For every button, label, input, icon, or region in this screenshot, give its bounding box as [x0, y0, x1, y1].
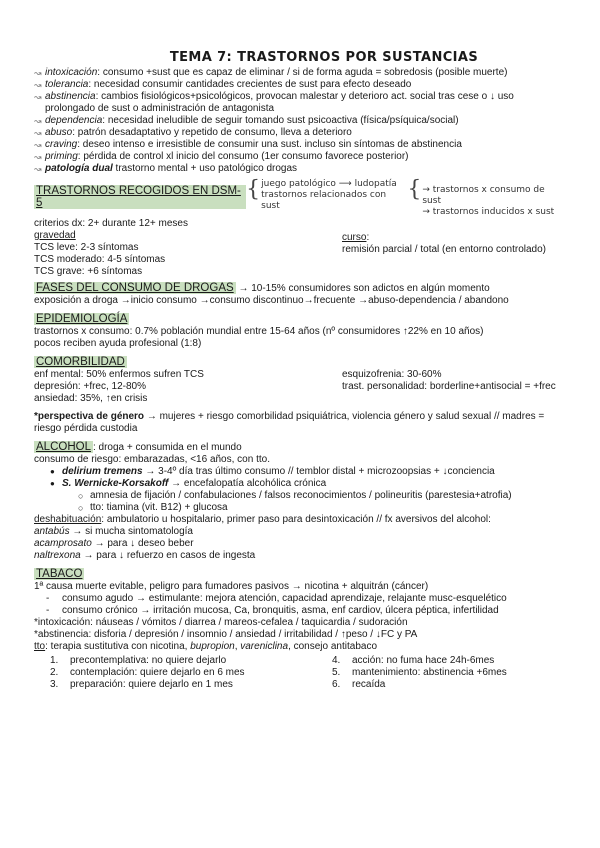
definition-item — [34, 127, 564, 139]
definition-term: craving — [45, 139, 78, 150]
tabaco-tto — [34, 641, 564, 653]
list-item: ○ amnesia de fijación / confabulaciones / falsos reconocimientos / polineuritis (parestesia+atrofia) — [78, 490, 564, 502]
definition-item — [34, 79, 564, 91]
tto-label: tto — [34, 641, 46, 652]
comorbilidad-heading: COMORBILIDAD — [36, 356, 125, 368]
page-title: TEMA 7: TRASTORNOS POR SUSTANCIAS — [169, 50, 479, 65]
stage-text: precontemplativa: no quiere dejarlo — [70, 655, 227, 666]
stage-text: acción: no fuma hace 24h-6mes — [352, 655, 495, 666]
stage-number: 2. — [50, 667, 59, 678]
definition-text: : necesidad consumir cantidades crecientes de sust para efecto deseado — [88, 79, 412, 90]
stage-text: preparación: quiere dejarlo en 1 mes — [70, 679, 233, 690]
stage-item — [332, 667, 507, 679]
gravedad-leve: TCS leve: 2-3 síntomas — [34, 242, 139, 253]
arrow-icon: ⟶ — [338, 179, 352, 189]
tabaco-line1: 1ª causa muerte evitable, peligro para fumadores pasivos → nicotina + alquitrán (cáncer) — [34, 581, 429, 592]
wernicke-text: → encefalopatía alcohólica crónica — [168, 478, 327, 489]
tabaco-abstinencia: *abstinencia: disforia / depresión / insomnio / ansiedad / irritabilidad / ↑peso / ↓FC y PA — [34, 629, 418, 640]
tto-sep: , — [234, 641, 241, 652]
delirium-text: → 3-4º día tras último consumo // temblor distal + microzoopsias + ↓conciencia — [142, 466, 495, 477]
tto-text: : terapia sustitutiva con nicotina, — [45, 641, 191, 652]
arrow-icon: ↝ — [34, 128, 42, 138]
genero-note — [34, 411, 564, 435]
deshabituacion-text: : ambulatorio u hospitalario, primer paso para desintoxicación // fx aversivos del alcohol: — [101, 514, 491, 525]
dsm-gravedad-col — [34, 230, 342, 278]
alcohol-heading-tail: : droga + consumida en el mundo — [92, 442, 242, 453]
genero-text: → mujeres + riesgo comorbilidad psiquiátrica, violencia género y salud sexual // madres = riesgo pérdida custodia — [34, 411, 545, 434]
arrow-icon: ↝ — [34, 164, 42, 174]
definition-item — [34, 139, 564, 151]
genero-label: *perspectiva de género — [34, 411, 145, 422]
comorbilidad-columns — [34, 369, 564, 405]
wernicke-term: S. Wernicke-Korsakoff — [62, 478, 169, 489]
stage-number: 5. — [332, 667, 341, 678]
stage-item — [50, 679, 332, 691]
epidemiologia-section — [34, 307, 564, 350]
definition-text: : deseo intenso e irresistible de consumir una sust. incluso sin síntomas de abstinencia — [77, 139, 462, 150]
definition-term: intoxicación — [45, 67, 98, 78]
dsm-heading: TRASTORNOS RECOGIDOS EN DSM-5 — [34, 185, 246, 209]
tabaco-section — [34, 562, 564, 691]
delirium-term: delirium tremens — [62, 466, 143, 477]
drug-item — [34, 550, 564, 562]
brace-icon: { — [246, 177, 261, 202]
tabaco-stages — [34, 655, 564, 691]
dsm-handwritten-subtypes: → trastornos x consumo de sust → trastornos inducidos x sust — [422, 185, 555, 217]
hw-inducidos: trastornos inducidos x sust — [432, 207, 555, 217]
tabaco-intoxicacion: *intoxicación: náuseas / vómitos / diarrea / mareos-cefalea / taquicardia / sudoración — [34, 617, 408, 628]
fases-heading-tail: → 10-15% consumidores son adictos en algún momento — [235, 283, 490, 294]
stage-number: 4. — [332, 655, 341, 666]
deshabituacion-label: deshabituación — [34, 514, 102, 525]
tabaco-heading: TABACO — [36, 568, 83, 580]
dsm-curso-col: curso: remisión parcial / total (en entorno controlado) — [342, 230, 564, 278]
definition-term: dependencia — [45, 115, 103, 126]
epidemiologia-heading: EPIDEMIOLOGÍA — [36, 313, 128, 325]
definition-item — [34, 163, 564, 175]
stage-text: recaída — [352, 679, 386, 690]
comorbilidad-item: esquizofrenia: 30-60% — [342, 369, 442, 380]
definition-term: abuso — [45, 127, 73, 138]
list-item: ○ tto: tiamina (vit. B12) + glucosa — [78, 502, 564, 514]
drug-item — [34, 526, 564, 538]
definition-text: : cambios fisiológicos+psicológicos, provocan malestar y deterioro act. social tras cese o ↓ uso prolongado de sust o administración de antagonista — [45, 91, 514, 114]
drug-text: → para ↓ refuerzo en casos de ingesta — [80, 550, 256, 561]
wernicke-sublist — [34, 490, 564, 514]
comorbilidad-right — [342, 369, 564, 405]
stage-number: 3. — [50, 679, 59, 690]
alcohol-riesgo: consumo de riesgo: embarazadas, <16 años, con tto. — [34, 454, 270, 465]
definition-text: : pérdida de control xl inicio del consumo (1er consumo favorece posterior) — [77, 151, 409, 162]
stage-text: contemplación: quiere dejarlo en 6 mes — [70, 667, 245, 678]
definition-item — [34, 91, 564, 115]
arrow-icon: ↝ — [34, 116, 42, 126]
comorbilidad-item: enf mental: 50% enfermos sufren TCS — [34, 369, 204, 380]
drug-text: → para ↓ deseo beber — [91, 538, 194, 549]
arrow-icon: ↝ — [34, 80, 42, 90]
definition-text: trastorno mental + uso patológico drogas — [112, 163, 298, 174]
dsm-columns — [34, 230, 564, 278]
arrow-icon: ↝ — [34, 152, 42, 162]
tabaco-consumo-list — [34, 593, 564, 617]
comorbilidad-item: ansiedad: 35%, ↑en crisis — [34, 393, 148, 404]
hw-ludopatia: ludopatía — [354, 179, 397, 189]
tto-drug: vareniclina — [240, 641, 289, 652]
drug-name: acamprosato — [34, 538, 92, 549]
stages-right — [332, 655, 507, 691]
gravedad-grave: TCS grave: +6 síntomas — [34, 266, 143, 277]
definition-term: priming — [45, 151, 78, 162]
definitions-list — [34, 67, 564, 175]
alcohol-heading: ALCOHOL — [36, 441, 91, 453]
hw-relacionados: trastornos relacionados con sust — [261, 190, 387, 211]
definition-item — [34, 151, 564, 163]
comorbilidad-section — [34, 350, 564, 435]
alcohol-syndromes — [34, 466, 564, 490]
stage-item — [332, 655, 507, 667]
epidemiologia-line2: pocos reciben ayuda profesional (1:8) — [34, 338, 202, 349]
drug-name: antabús — [34, 526, 70, 537]
comorbilidad-item: depresión: +frec, 12-80% — [34, 381, 147, 392]
definition-item — [34, 115, 564, 127]
fases-heading: FASES DEL CONSUMO DE DROGAS — [36, 282, 234, 294]
arrow-icon: ↝ — [34, 68, 42, 78]
epidemiologia-line1: trastornos x consumo: 0.7% población mundial entre 15-64 años (nº consumidores ↑22% en 10 años) — [34, 326, 484, 337]
comorbilidad-item: trast. personalidad: borderline+antisocial = +frec — [342, 381, 556, 392]
definition-term: tolerancia — [45, 79, 89, 90]
hw-juego: juego patológico — [261, 179, 336, 189]
definition-text: : patrón desadaptativo y repetido de consumo, lleva a deterioro — [72, 127, 352, 138]
curso-text: remisión parcial / total (en entorno controlado) — [342, 244, 546, 255]
list-item — [50, 466, 564, 478]
alcohol-section — [34, 435, 564, 562]
curso-label: curso — [342, 232, 367, 243]
dsm-section-header — [34, 179, 564, 218]
hw-consumo: trastornos x consumo de sust — [422, 185, 545, 206]
fases-line: exposición a droga →inicio consumo →consumo discontinuo→frecuente →abuso-dependencia / abandono — [34, 295, 509, 306]
drug-item — [34, 538, 564, 550]
drug-text: → si mucha sintomatología — [69, 526, 193, 537]
stage-item — [50, 655, 332, 667]
dsm-criterios: criterios dx: 2+ durante 12+ meses — [34, 218, 188, 229]
arrow-icon: ↝ — [34, 140, 42, 150]
brace-icon: { — [407, 177, 422, 202]
dsm-handwritten-notes — [261, 179, 405, 212]
stage-number: 6. — [332, 679, 341, 690]
gravedad-label: gravedad — [34, 230, 76, 241]
definition-item — [34, 67, 564, 79]
gravedad-moderado: TCS moderado: 4-5 síntomas — [34, 254, 166, 265]
drug-name: naltrexona — [34, 550, 81, 561]
list-item: - consumo agudo → estimulante: mejora atención, capacidad aprendizaje, relajante musc-esquelético — [46, 593, 564, 605]
stage-text: mantenimiento: abstinencia +6mes — [352, 667, 507, 678]
stage-item — [332, 679, 507, 691]
stage-item — [50, 667, 332, 679]
fases-section — [34, 282, 564, 307]
tto-text: , consejo antitabaco — [288, 641, 378, 652]
arrow-icon: ↝ — [34, 92, 42, 102]
definition-term: abstinencia — [45, 91, 96, 102]
list-item — [50, 478, 564, 490]
list-item: - consumo crónico → irritación mucosa, Ca, bronquitis, asma, enf cardiov, úlcera péptica, infertilidad — [46, 605, 564, 617]
stages-left — [50, 655, 332, 691]
comorbilidad-left — [34, 369, 342, 405]
stage-number: 1. — [50, 655, 59, 666]
definition-term: patología dual — [45, 163, 113, 174]
tto-drug: bupropion — [190, 641, 235, 652]
definition-text: : consumo +sust que es capaz de eliminar / si de forma aguda = sobredosis (posible muerte) — [97, 67, 508, 78]
definition-text: : necesidad ineludible de seguir tomando sust psicoactiva (física/psíquica/social) — [102, 115, 459, 126]
